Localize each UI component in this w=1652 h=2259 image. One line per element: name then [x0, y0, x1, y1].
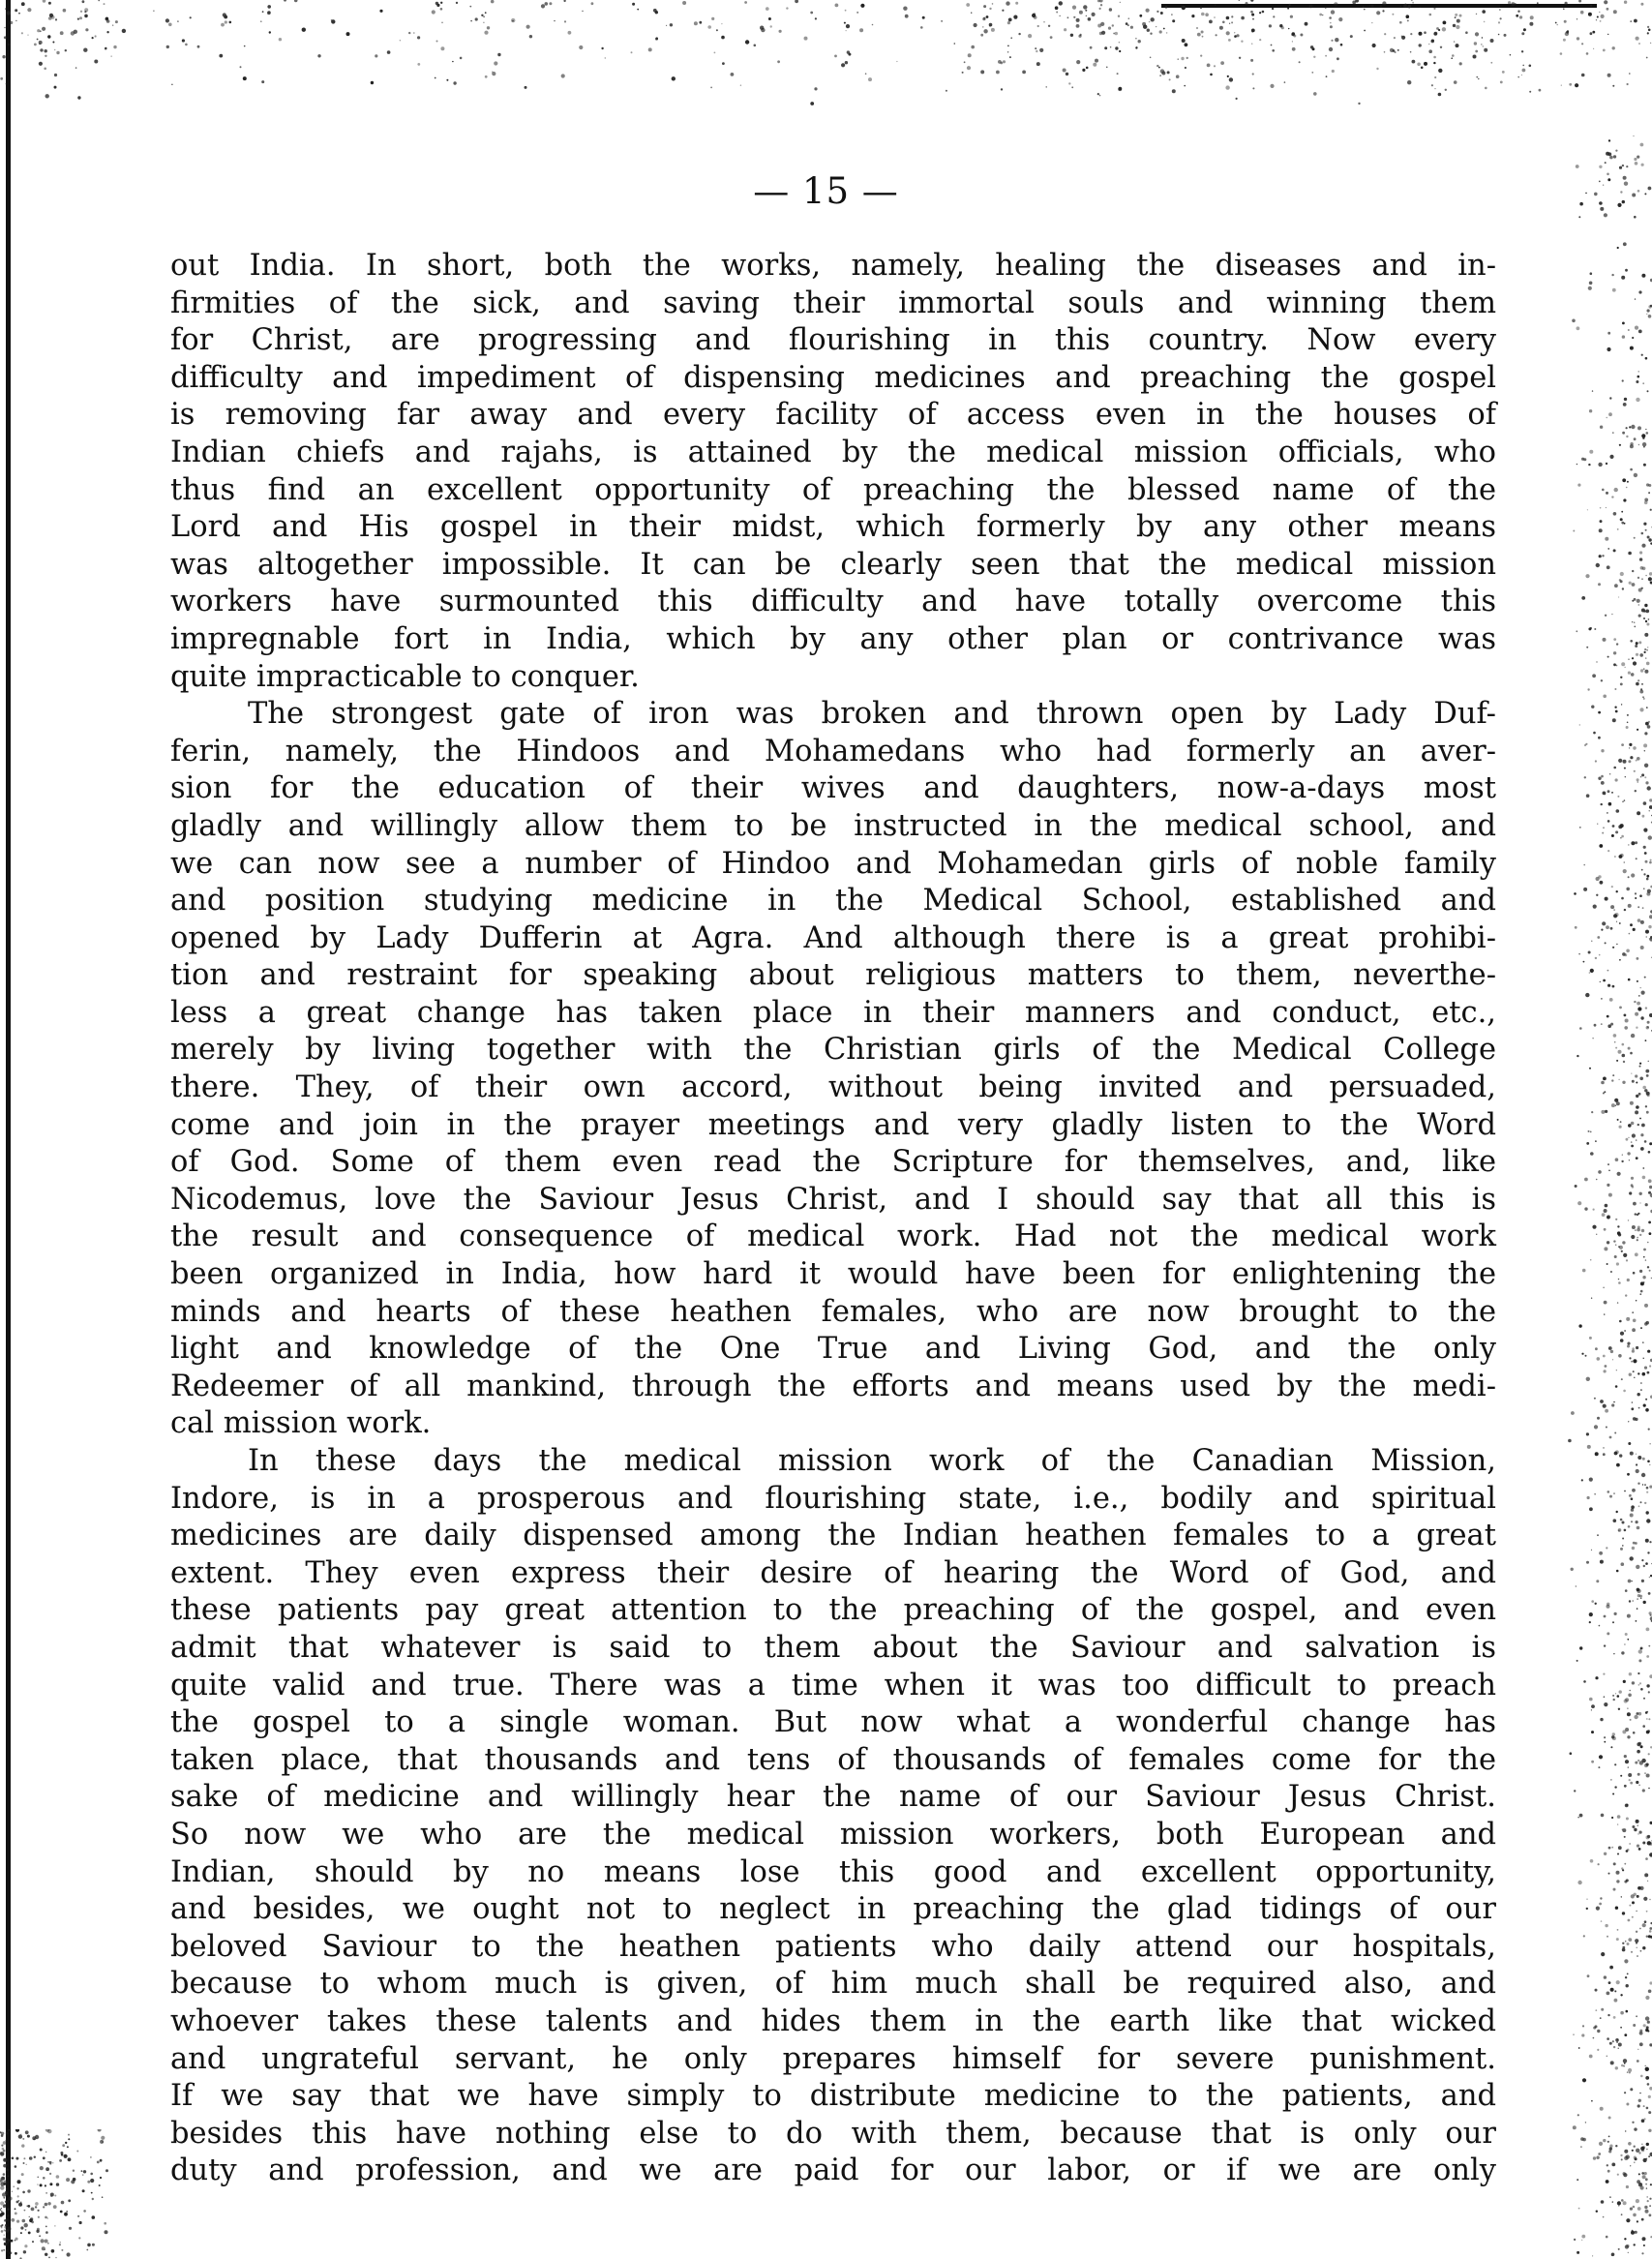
top-scan-edge [1161, 4, 1597, 8]
text-line: these patients pay great attention to the preaching of the gospel, and even [170, 1593, 1496, 1628]
text-line: of God. Some of them even read the Scripture for themselves, and, like [170, 1145, 1496, 1180]
text-line: duty and profession, and we are paid for our labor, or if we are only [170, 2154, 1496, 2188]
scan-speckle-bottom-left [0, 2129, 155, 2259]
text-line: opened by Lady Dufferin at Agra. And although there is a great prohibi- [170, 920, 1496, 955]
text-line: beloved Saviour to the heathen patients who daily attend our hospitals, [170, 1929, 1496, 1964]
text-line: light and knowledge of the One True and Living God, and the only [170, 1332, 1496, 1367]
text-line: quite valid and true. There was a time when it was too difficult to preach [170, 1668, 1496, 1702]
left-scan-edge [6, 0, 11, 2259]
text-line: we can now see a number of Hindoo and Mohamedan girls of noble family [170, 846, 1496, 881]
page-number: — 15 — [753, 170, 899, 212]
text-line: If we say that we have simply to distribute medicine to the patients, and [170, 2079, 1496, 2114]
text-line: besides this have nothing else to do with them, because that is only our [170, 2116, 1496, 2151]
text-line: the gospel to a single woman. But now what a wonderful change has [170, 1705, 1496, 1740]
text-line: less a great change has taken place in their manners and conduct, etc., [170, 995, 1496, 1030]
text-line: medicines are daily dispensed among the Indian heathen females to a great [170, 1519, 1496, 1553]
text-line: thus find an excellent opportunity of preaching the blessed name of the [170, 472, 1496, 507]
text-line: impregnable fort in India, which by any other plan or contrivance was [170, 621, 1496, 656]
text-line: Indian chiefs and rajahs, is attained by the medical mission officials, who [170, 435, 1496, 469]
text-line: and ungrateful servant, he only prepares himself for severe punishment. [170, 2041, 1496, 2076]
text-line: difficulty and impediment of dispensing medicines and preaching the gospel [170, 360, 1496, 395]
text-line: was altogether impossible. It can be clearly seen that the medical mission [170, 547, 1496, 582]
text-line: there. They, of their own accord, without being invited and persuaded, [170, 1070, 1496, 1105]
text-line: merely by living together with the Christian girls of the Medical College [170, 1033, 1496, 1068]
text-line: out India. In short, both the works, namely, healing the diseases and in- [170, 249, 1496, 283]
text-line: The strongest gate of iron was broken and thrown open by Lady Duf- [248, 697, 1496, 732]
text-line: whoever takes these talents and hides them in the earth like that wicked [170, 2003, 1496, 2038]
text-line: sake of medicine and willingly hear the name of our Saviour Jesus Christ. [170, 1780, 1496, 1815]
text-line: sion for the education of their wives and daughters, now-a-days most [170, 771, 1496, 806]
text-line: Indore, is in a prosperous and flourishing state, i.e., bodily and spiritual [170, 1481, 1496, 1516]
text-line: extent. They even express their desire of hearing the Word of God, and [170, 1555, 1496, 1590]
text-line: admit that whatever is said to them about the Saviour and salvation is [170, 1630, 1496, 1665]
text-line: and besides, we ought not to neglect in preaching the glad tidings of our [170, 1892, 1496, 1927]
text-line: and position studying medicine in the Medical School, established and [170, 884, 1496, 919]
text-line: tion and restraint for speaking about religious matters to them, neverthe- [170, 958, 1496, 993]
text-line: Lord and His gospel in their midst, which formerly by any other means [170, 510, 1496, 545]
text-line: gladly and willingly allow them to be instructed in the medical school, and [170, 808, 1496, 843]
text-line: for Christ, are progressing and flourishing in this country. Now every [170, 323, 1496, 358]
text-line: In these days the medical mission work of the Canadian Mission, [248, 1444, 1496, 1478]
text-line: workers have surmounted this difficulty and have totally overcome this [170, 585, 1496, 619]
text-line: firmities of the sick, and saving their immortal souls and winning them [170, 286, 1496, 320]
text-line: So now we who are the medical mission workers, both European and [170, 1817, 1496, 1852]
text-line: quite impracticable to conquer. [170, 659, 640, 694]
text-line: ferin, namely, the Hindoos and Mohamedans who had formerly an aver- [170, 734, 1496, 768]
text-line: because to whom much is given, of him much shall be required also, and [170, 1967, 1496, 2002]
text-line: taken place, that thousands and tens of thousands of females come for the [170, 1742, 1496, 1777]
text-line: cal mission work. [170, 1406, 432, 1441]
text-line: Indian, should by no means lose this good and excellent opportunity, [170, 1854, 1496, 1889]
text-line: been organized in India, how hard it would have been for enlightening the [170, 1257, 1496, 1292]
scan-speckle-right [1568, 136, 1652, 2259]
text-line: come and join in the prayer meetings and very gladly listen to the Word [170, 1107, 1496, 1142]
text-line: minds and hearts of these heathen females, who are now brought to the [170, 1294, 1496, 1329]
text-line: the result and consequence of medical work. Had not the medical work [170, 1220, 1496, 1254]
text-line: Nicodemus, love the Saviour Jesus Christ, and I should say that all this is [170, 1182, 1496, 1217]
text-line: Redeemer of all mankind, through the efforts and means used by the medi- [170, 1369, 1496, 1403]
scan-speckle-top [0, 0, 1652, 136]
body-text [170, 248, 1496, 2190]
text-line: is removing far away and every facility of access even in the houses of [170, 398, 1496, 433]
